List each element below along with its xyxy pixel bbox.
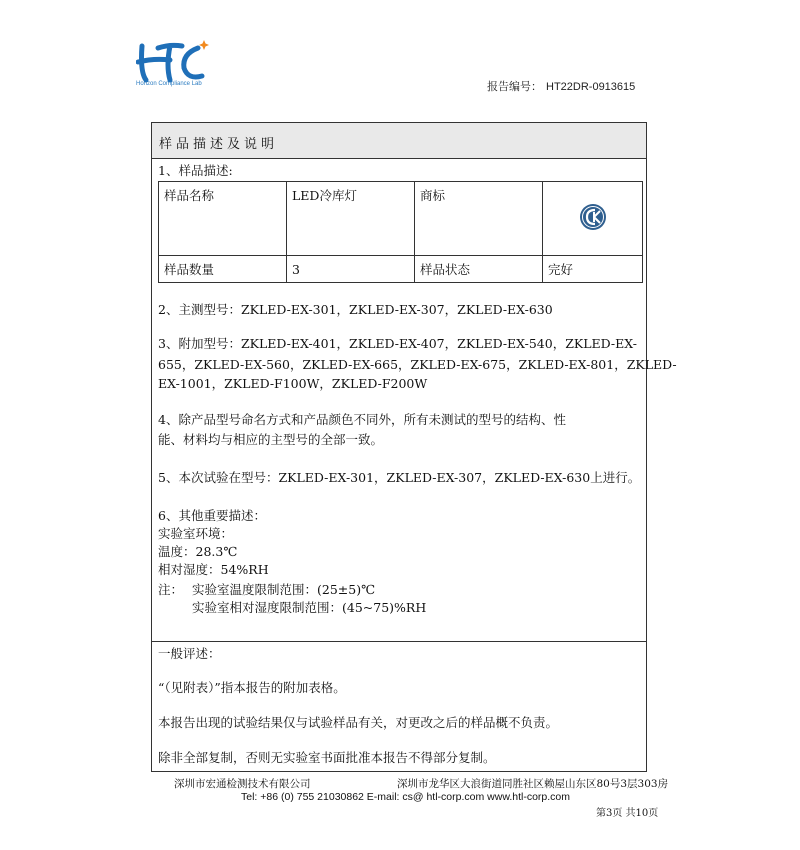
tested-models: 5、本次试验在型号：ZKLED-EX-301，ZKLED-EX-307，ZKLED-EX-630上进行。 bbox=[158, 470, 641, 485]
sample-table bbox=[158, 181, 643, 283]
footer-address: 深圳市龙华区大浪街道同胜社区赖屋山东区80号3层303房 bbox=[397, 778, 669, 790]
main-models: 2、主测型号：ZKLED-EX-301，ZKLED-EX-307，ZKLED-EX-630 bbox=[158, 302, 553, 317]
additional-models-line2: 655，ZKLED-EX-560，ZKLED-EX-665，ZKLED-EX-675，ZKLED-EX-801，ZKLED- bbox=[158, 357, 677, 372]
footer-company: 深圳市宏通检测技术有限公司 bbox=[174, 778, 311, 790]
note-temperature-range: 实验室温度限制范围：(25±5)℃ bbox=[192, 582, 376, 597]
section-divider bbox=[152, 641, 646, 642]
status-value: 完好 bbox=[543, 256, 643, 283]
status-label: 样品状态 bbox=[415, 256, 543, 283]
lab-env-label: 实验室环境： bbox=[158, 526, 234, 541]
general-line3: 除非全部复制，否则无实验室书面批准本报告不得部分复制。 bbox=[158, 750, 496, 765]
lab-humidity: 相对湿度：54%RH bbox=[158, 562, 269, 577]
additional-models-line3: EX-1001，ZKLED-F100W，ZKLED-F200W bbox=[158, 376, 428, 391]
page-number: 第3页 共10页 bbox=[596, 808, 659, 819]
quantity-value: 3 bbox=[287, 256, 415, 283]
description-heading: 1、样品描述: bbox=[158, 163, 233, 178]
consistency-line2: 能、材料均与相应的主型号的全部一致。 bbox=[158, 432, 384, 447]
additional-models-line1: 3、附加型号：ZKLED-EX-401，ZKLED-EX-407，ZKLED-EX-540，ZKLED-EX- bbox=[158, 336, 637, 351]
other-heading: 6、其他重要描述： bbox=[158, 508, 266, 523]
sample-name-label: 样品名称 bbox=[159, 182, 287, 256]
general-heading: 一般评述： bbox=[158, 646, 221, 661]
logo-caption: Horizon Compliance Lab bbox=[136, 81, 202, 87]
note-humidity-range: 实验室相对湿度限制范围：(45~75)%RH bbox=[192, 600, 427, 615]
quantity-label: 样品数量 bbox=[159, 256, 287, 283]
general-line1: “（见附表）”指本报告的附加表格。 bbox=[158, 680, 346, 695]
section-header bbox=[152, 123, 646, 159]
consistency-line1: 4、除产品型号命名方式和产品颜色不同外，所有未测试的型号的结构、性 bbox=[158, 412, 566, 427]
brand-mark-cell bbox=[543, 182, 643, 256]
lab-temperature: 温度：28.3℃ bbox=[158, 544, 238, 559]
brand-mark-icon bbox=[578, 202, 608, 232]
footer-contact: Tel: +86 (0) 755 21030862 E-mail: cs@ htl-corp.com www.htl-corp.com bbox=[241, 791, 571, 803]
general-line2: 本报告出现的试验结果仅与试验样品有关，对更改之后的样品概不负责。 bbox=[158, 715, 559, 730]
note-label: 注： bbox=[158, 582, 184, 597]
report-number-value: HT22DR-0913615 bbox=[546, 81, 636, 93]
sample-name-value: LED冷库灯 bbox=[287, 182, 415, 256]
section-title: 样品描述及说明 bbox=[159, 137, 279, 152]
report-frame bbox=[151, 122, 677, 772]
report-number-label: 报告编号： bbox=[487, 81, 542, 93]
report-number bbox=[487, 78, 635, 94]
brand-label: 商标 bbox=[415, 182, 543, 256]
